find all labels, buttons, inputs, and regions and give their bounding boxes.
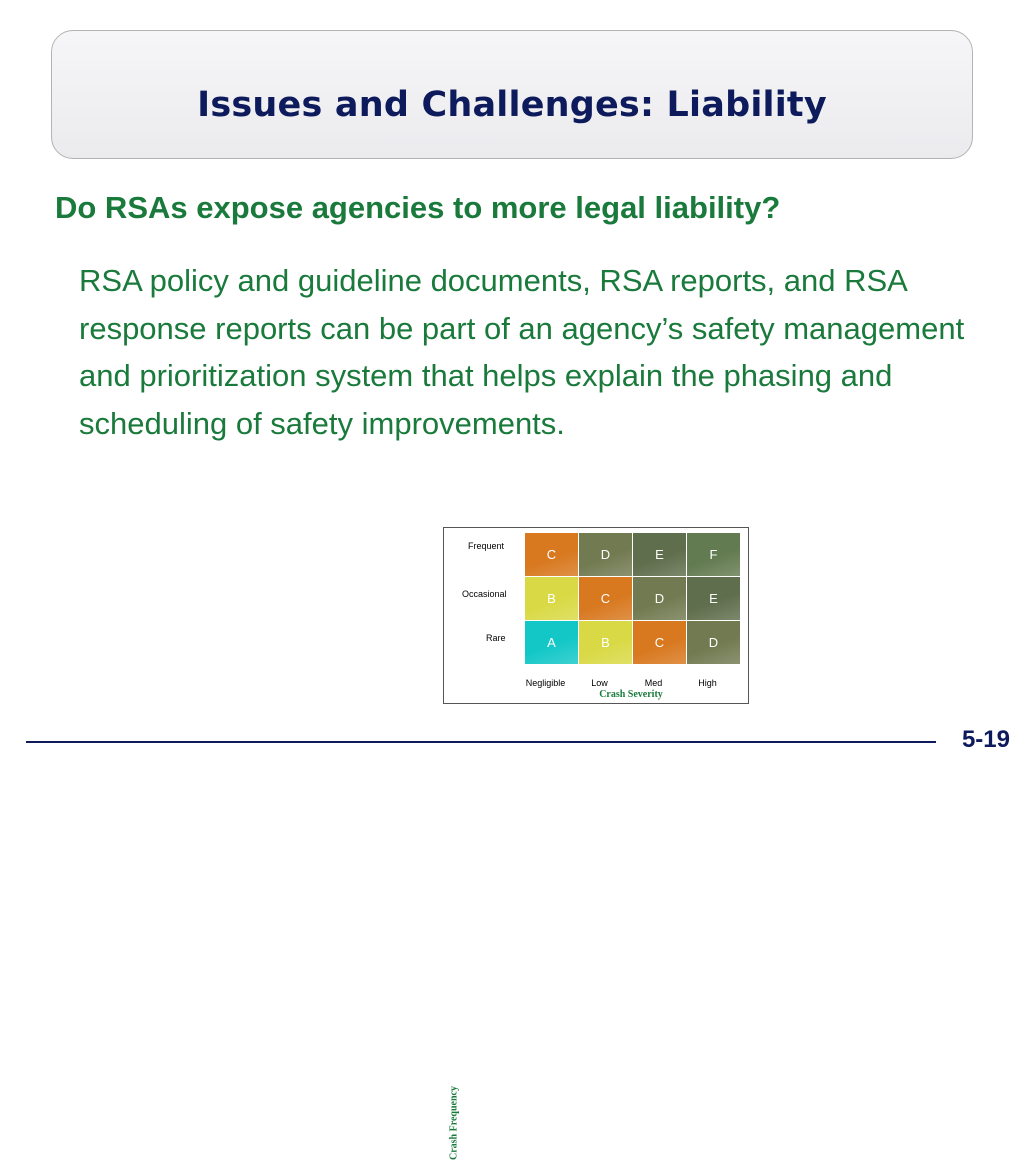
matrix-column-label: High — [698, 678, 717, 688]
matrix-cell: C — [525, 533, 578, 576]
matrix-cell: D — [687, 621, 740, 664]
matrix-cell: E — [633, 533, 686, 576]
matrix-cell: D — [633, 577, 686, 620]
title-box — [51, 30, 973, 159]
matrix-cell: C — [579, 577, 632, 620]
matrix-row-label: Frequent — [468, 541, 505, 551]
x-axis-label: Crash Severity — [599, 689, 663, 700]
matrix-column-label: Low — [591, 678, 608, 688]
risk-matrix — [443, 527, 749, 1160]
slide-body: RSA policy and guideline documents, RSA reports, and RSA response reports can be part of an agency’s safety management and prioritization system that helps explain the phasing and scheduling of safety improvements. — [79, 263, 965, 441]
matrix-cell: E — [687, 577, 740, 620]
matrix-cell: F — [687, 533, 740, 576]
footer-divider — [26, 741, 936, 743]
matrix-cell: B — [525, 577, 578, 620]
page-number: 5-19 — [961, 726, 1010, 753]
matrix-cell: C — [633, 621, 686, 664]
slide-question: Do RSAs expose agencies to more legal liability? — [55, 190, 781, 225]
y-axis-label: Crash Frequency — [448, 1086, 460, 1160]
slide-title: Issues and Challenges: Liability — [197, 85, 827, 125]
matrix-row-label: Rare — [486, 633, 506, 643]
matrix-cell: D — [579, 533, 632, 576]
matrix-cell: B — [579, 621, 632, 664]
matrix-cell: A — [525, 621, 578, 664]
matrix-column-label: Med — [644, 678, 663, 688]
matrix-column-label: Negligible — [525, 678, 566, 688]
matrix-row-label: Occasional — [462, 589, 507, 599]
